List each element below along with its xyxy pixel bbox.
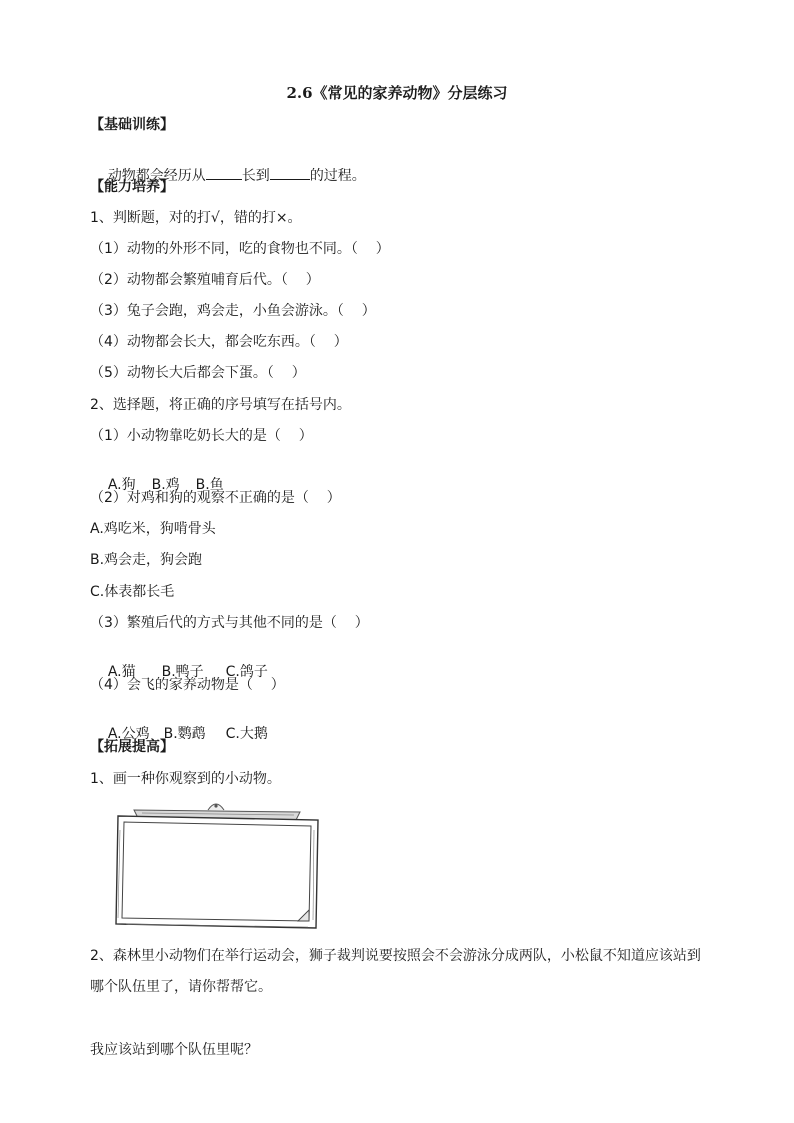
q3-option-a: A.猫 bbox=[107, 664, 136, 680]
judge-item-1: （1）动物的外形不同，吃的食物也不同。（ ） bbox=[90, 241, 390, 257]
choice-question-1: （1）小动物靠吃奶长大的是（ ） bbox=[90, 428, 313, 444]
q3-option-c: C.鸽子 bbox=[225, 664, 268, 680]
basic-text-3: 的过程。 bbox=[309, 168, 366, 184]
section-basic-heading: 【基础训练】 bbox=[90, 117, 174, 133]
basic-text-1: 动物都会经历从 bbox=[107, 168, 206, 184]
choice-question-2: （2）对鸡和狗的观察不正确的是（ ） bbox=[90, 490, 341, 506]
extension-task-2-line-2: 哪个队伍里了，请你帮帮它。 bbox=[90, 979, 272, 995]
q3-option-b: B.鸭子 bbox=[161, 664, 204, 680]
q4-option-a: A.公鸡 bbox=[107, 726, 150, 742]
drawing-board-frame[interactable] bbox=[112, 800, 322, 930]
q4-option-c: C.大鹅 bbox=[225, 726, 268, 742]
q4-option-b: B.鹦鹉 bbox=[163, 726, 206, 742]
choice-prompt: 2、选择题，将正确的序号填写在括号内。 bbox=[90, 397, 351, 413]
extension-task-2-line-1: 2、森林里小动物们在举行运动会，狮子裁判说要按照会不会游泳分成两队，小松鼠不知道应该站到 bbox=[90, 948, 701, 964]
q2-option-a: A.鸡吃米，狗啃骨头 bbox=[90, 521, 216, 537]
squirrel-question: 我应该站到哪个队伍里呢？ bbox=[90, 1042, 258, 1058]
extension-task-1: 1、画一种你观察到的小动物。 bbox=[90, 771, 281, 787]
page-title: 2.6《常见的家养动物》分层练习 bbox=[286, 84, 508, 102]
judge-item-3: （3）兔子会跑，鸡会走，小鱼会游泳。（ ） bbox=[90, 303, 376, 319]
blank-2[interactable] bbox=[270, 165, 310, 180]
judge-item-4: （4）动物都会长大，都会吃东西。（ ） bbox=[90, 334, 348, 350]
choice-question-4: （4）会飞的家养动物是（ ） bbox=[90, 677, 285, 693]
q1-option-b: B.鸡 bbox=[151, 477, 180, 493]
q2-option-c: C.体表都长毛 bbox=[90, 584, 175, 600]
q1-option-a: A.狗 bbox=[107, 477, 136, 493]
blank-1[interactable] bbox=[206, 165, 242, 180]
q1-option-c: B.鱼 bbox=[195, 477, 224, 493]
section-ability-heading: 【能力培养】 bbox=[90, 179, 174, 195]
basic-text-2: 长到 bbox=[241, 168, 270, 184]
q2-option-b: B.鸡会走，狗会跑 bbox=[90, 552, 203, 568]
choice-question-3: （3）繁殖后代的方式与其他不同的是（ ） bbox=[90, 615, 369, 631]
judge-item-2: （2）动物都会繁殖哺育后代。（ ） bbox=[90, 272, 320, 288]
judge-item-5: （5）动物长大后都会下蛋。（ ） bbox=[90, 365, 306, 381]
judge-prompt: 1、判断题，对的打√，错的打×。 bbox=[90, 210, 302, 226]
section-extend-heading: 【拓展提高】 bbox=[90, 739, 174, 755]
